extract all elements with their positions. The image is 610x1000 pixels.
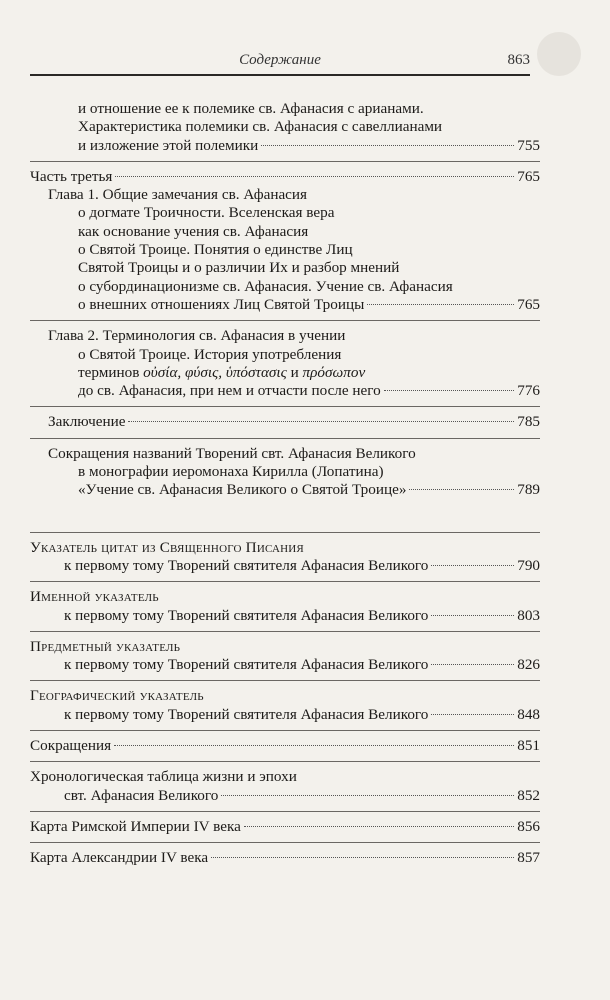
toc-page-number: 785 [517, 413, 540, 431]
toc-entry-chapter2 [30, 320, 540, 400]
leader-dots [367, 304, 514, 305]
toc-line: Сокращения названий Творений свт. Афанасия Великого [48, 444, 416, 462]
toc-entry-part3 [30, 161, 540, 186]
toc-page-number: 790 [517, 556, 540, 574]
toc-part-title: Часть третья [30, 167, 113, 185]
terms-prefix: терминов [78, 363, 144, 381]
toc-line: Сокращения [30, 737, 112, 755]
toc-line: как основание учения св. Афанасия [78, 222, 309, 240]
toc-line: свт. Афанасия Великого [64, 786, 219, 804]
leader-dots [114, 745, 514, 746]
toc-line: в монографии иеромонаха Кирилла (Лопатина) [78, 463, 384, 481]
toc-line: Предметный указатель [30, 637, 181, 655]
toc-page-number: 852 [517, 786, 540, 804]
toc-line: Именной указатель [30, 588, 159, 606]
toc-line: Глава 1. Общие замечания св. Афанасия [48, 186, 308, 204]
toc-line: «Учение св. Афанасия Великого о Святой Троице» [78, 481, 407, 499]
toc-entry-abbreviations [30, 730, 540, 755]
greek-terms: οὐσία, φύσις, ὑπόστασις [143, 363, 287, 381]
toc-line: о субординационизме св. Афанасия. Учение св. Афанасия [78, 277, 453, 295]
leader-dots [431, 714, 514, 715]
toc-entry-map-empire [30, 811, 540, 836]
leader-dots [431, 615, 514, 616]
toc-line [78, 364, 365, 382]
toc-entry-index-names [30, 581, 540, 625]
toc-entry-index-subjects [30, 631, 540, 675]
leader-dots [221, 795, 514, 796]
toc-entry-index-geo [30, 680, 540, 724]
toc-line: о догмате Троичности. Вселенская вера [78, 204, 335, 222]
toc-line: до св. Афанасия, при нем и отчасти после него [78, 382, 381, 400]
toc-line: и отношение ее к полемике св. Афанасия с арианами. [78, 100, 424, 117]
toc-line: Глава 2. Терминология св. Афанасия в учении [48, 327, 346, 345]
toc-line: к первому тому Творений святителя Афанасия Великого [64, 705, 429, 723]
toc-page-number: 826 [517, 656, 540, 674]
page-number: 863 [507, 52, 530, 68]
running-head [30, 50, 530, 76]
toc-page-number: 776 [517, 382, 540, 400]
leader-dots [244, 826, 514, 827]
toc-page-number: 765 [517, 295, 540, 313]
toc-line: к первому тому Творений святителя Афанасия Великого [64, 606, 429, 624]
toc-entry-map-alexandria [30, 842, 540, 867]
greek-term-last: πρόσωπον [302, 363, 366, 381]
toc-line: о внешних отношениях Лиц Святой Троицы [78, 295, 365, 313]
toc-page-number: 755 [517, 136, 540, 154]
toc-page-number: 765 [517, 167, 540, 185]
toc-page-number: 857 [517, 849, 540, 867]
toc-line: Географический указатель [30, 687, 204, 705]
toc-entry-index-scripture [30, 532, 540, 576]
toc-page-number: 789 [517, 481, 540, 499]
toc-line: к первому тому Творений святителя Афанасия Великого [64, 656, 429, 674]
leader-dots [115, 176, 514, 177]
running-head-title: Содержание [239, 52, 321, 68]
toc-page-number: 803 [517, 606, 540, 624]
terms-and: и [286, 363, 303, 381]
leader-dots [261, 145, 514, 146]
page-corner-stamp [537, 32, 581, 76]
table-of-contents [30, 100, 540, 868]
toc-page-number: 848 [517, 705, 540, 723]
toc-entry-abbrev-works [30, 438, 540, 500]
leader-dots [431, 565, 514, 566]
leader-dots [128, 421, 514, 422]
toc-line: и изложение этой полемики [78, 136, 259, 154]
leader-dots [431, 664, 514, 665]
toc-entry-conclusion [30, 406, 540, 431]
toc-line: Характеристика полемики св. Афанасия с савеллианами [78, 118, 443, 136]
leader-dots [211, 857, 514, 858]
leader-dots [409, 489, 514, 490]
toc-entry-continuation [30, 100, 540, 155]
toc-line: Заключение [48, 413, 126, 431]
toc-line: Хронологическая таблица жизни и эпохи [30, 768, 297, 786]
toc-line: к первому тому Творений святителя Афанасия Великого [64, 556, 429, 574]
toc-line: о Святой Троице. Понятия о единстве Лиц [78, 241, 353, 259]
toc-line: Карта Римской Империи IV века [30, 817, 241, 835]
leader-dots [384, 390, 514, 391]
toc-line: Указатель цитат из Священного Писания [30, 538, 304, 556]
toc-entry-chronology [30, 761, 540, 805]
toc-entry-chapter1 [30, 186, 540, 314]
toc-line: Карта Александрии IV века [30, 849, 209, 867]
toc-line: Святой Троицы и о различии Их и разбор мнений [78, 259, 400, 277]
toc-page-number: 851 [517, 737, 540, 755]
toc-page-number: 856 [517, 817, 540, 835]
toc-line: о Святой Троице. История употребления [78, 345, 342, 363]
